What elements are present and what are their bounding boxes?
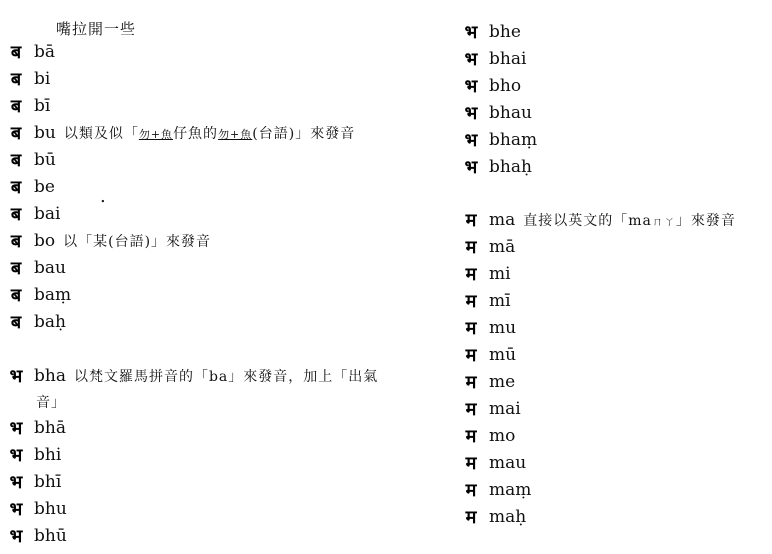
pronunciation-note: 以類及似「勿+魚仔魚的勿+魚(台語)」來發音 [63, 125, 356, 142]
stray-mark: . [100, 186, 106, 207]
list-item [0, 65, 50, 92]
list-item [455, 341, 516, 368]
siddham-glyph: भ [464, 75, 478, 97]
siddham-glyph: भ [9, 444, 23, 466]
siddham-glyph: म [465, 344, 477, 366]
list-item [455, 72, 521, 99]
list-item [0, 441, 61, 468]
list-item [0, 362, 378, 389]
romanization: baṃ [34, 284, 72, 305]
pronunciation-note: 以梵文羅馬拼音的「ba」來發音，加上「出氣 [73, 368, 379, 385]
list-item [0, 281, 71, 308]
siddham-glyph: भ [9, 471, 23, 493]
romanization: bhā [34, 417, 66, 438]
siddham-glyph: भ [9, 525, 23, 547]
siddham-glyph: ब [10, 68, 22, 90]
romanization: mu [489, 317, 517, 338]
siddham-glyph: म [465, 263, 477, 285]
list-item [0, 200, 60, 227]
romanization: mā [489, 236, 516, 257]
romanization: bhe [489, 21, 521, 42]
romanization: bai [34, 203, 61, 224]
list-item [0, 414, 66, 441]
siddham-glyph: म [465, 479, 477, 501]
list-item [455, 18, 521, 45]
siddham-glyph: म [465, 209, 477, 231]
list-item [0, 146, 56, 173]
pronunciation-note: 以「某(台語)」來發音 [63, 233, 212, 250]
list-item [0, 173, 55, 200]
list-item [0, 495, 67, 522]
siddham-glyph: ब [10, 95, 22, 117]
romanization: be [34, 176, 55, 197]
siddham-glyph: ब [10, 257, 22, 279]
siddham-glyph: भ [9, 365, 23, 387]
list-item [455, 153, 532, 180]
list-item [455, 233, 515, 260]
list-item [0, 468, 61, 495]
siddham-glyph: ब [10, 41, 22, 63]
romanization: mai [489, 398, 521, 419]
siddham-glyph: भ [464, 156, 478, 178]
romanization: mū [489, 344, 517, 365]
romanization: baḥ [34, 311, 66, 332]
siddham-glyph: भ [464, 102, 478, 124]
list-item [0, 254, 66, 281]
romanization: bhī [34, 471, 62, 492]
siddham-glyph: भ [9, 417, 23, 439]
list-item [455, 395, 521, 422]
siddham-glyph: भ [464, 21, 478, 43]
list-item [455, 99, 532, 126]
list-item [455, 260, 511, 287]
list-item [0, 38, 55, 65]
romanization: bhu [34, 498, 67, 519]
romanization: mi [489, 263, 511, 284]
romanization: bi [34, 68, 51, 89]
siddham-glyph: भ [9, 498, 23, 520]
list-item [455, 287, 511, 314]
siddham-glyph: म [465, 236, 477, 258]
romanization: maṃ [489, 479, 532, 500]
list-item [455, 126, 537, 153]
list-item [455, 476, 531, 503]
list-item [0, 308, 66, 335]
romanization: bo [34, 230, 56, 251]
siddham-glyph: ब [10, 122, 22, 144]
romanization: bu [34, 122, 56, 143]
romanization: bī [34, 95, 51, 116]
siddham-glyph: भ [464, 48, 478, 70]
siddham-glyph: म [465, 317, 477, 339]
siddham-glyph: ब [10, 203, 22, 225]
romanization: mo [489, 425, 516, 446]
list-item [455, 422, 515, 449]
romanization: bhū [34, 525, 67, 546]
siddham-glyph: म [465, 290, 477, 312]
siddham-glyph: म [465, 506, 477, 528]
romanization: mau [489, 452, 527, 473]
siddham-glyph: ब [10, 176, 22, 198]
romanization: bhau [489, 102, 532, 123]
list-item [455, 206, 736, 233]
list-item [455, 45, 526, 72]
romanization: bhi [34, 444, 62, 465]
section-heading: 嘴拉開一些 [56, 20, 137, 38]
siddham-glyph: ब [10, 149, 22, 171]
list-item [455, 449, 526, 476]
romanization: bhai [489, 48, 527, 69]
romanization: me [489, 371, 516, 392]
siddham-glyph: म [465, 398, 477, 420]
siddham-glyph: भ [464, 129, 478, 151]
list-item [0, 119, 355, 146]
list-item [0, 522, 67, 549]
romanization: bau [34, 257, 66, 278]
romanization: bhaṃ [489, 129, 538, 150]
siddham-glyph: म [465, 371, 477, 393]
romanization: bū [34, 149, 56, 170]
list-item [0, 92, 50, 119]
list-item [455, 503, 526, 530]
siddham-glyph: ब [10, 311, 22, 333]
pronunciation-note-continued: 音」 [36, 394, 66, 411]
pronunciation-note: 直接以英文的「maㄇㄚ」來發音 [523, 212, 736, 229]
list-item [455, 368, 515, 395]
list-item [455, 314, 516, 341]
list-item [0, 227, 211, 254]
romanization: bho [489, 75, 522, 96]
siddham-glyph: म [465, 425, 477, 447]
siddham-glyph: म [465, 452, 477, 474]
romanization: bā [34, 41, 56, 62]
romanization: ma [489, 209, 516, 230]
romanization: bha [34, 365, 66, 386]
siddham-glyph: ब [10, 284, 22, 306]
romanization: bhaḥ [489, 156, 532, 177]
romanization: maḥ [489, 506, 527, 527]
romanization: mī [489, 290, 511, 311]
siddham-glyph: ब [10, 230, 22, 252]
